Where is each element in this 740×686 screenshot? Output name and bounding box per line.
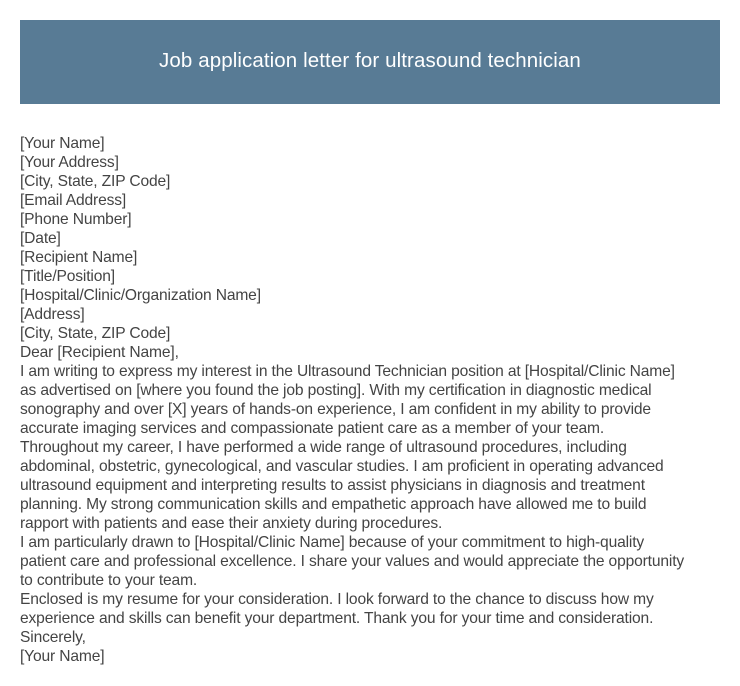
recipient-city-state-zip: [City, State, ZIP Code] [20, 325, 171, 342]
paragraph-line: Enclosed is my resume for your consideration. I look forward to the chance to discuss how my [20, 591, 654, 608]
paragraph-experience [20, 438, 725, 533]
sender-name: [Your Name] [20, 135, 105, 152]
page-title: Job application letter for ultrasound technician [159, 49, 581, 72]
paragraph-line: patient care and professional excellence. I share your values and would appreciate the opportunity [20, 553, 685, 570]
recipient-name: [Recipient Name] [20, 249, 138, 266]
letter-body [20, 134, 725, 666]
paragraph-line: sonography and over [X] years of hands-on experience, I am confident in my ability to provide [20, 401, 651, 418]
paragraph-line: as advertised on [where you found the job posting]. With my certification in diagnostic medical [20, 382, 652, 399]
closing: Sincerely, [20, 629, 86, 646]
paragraph-interest [20, 362, 725, 438]
paragraph-motivation [20, 533, 725, 590]
sender-phone: [Phone Number] [20, 211, 132, 228]
paragraph-closing [20, 590, 725, 628]
sender-email: [Email Address] [20, 192, 127, 209]
paragraph-line: abdominal, obstetric, gynecological, and vascular studies. I am proficient in operating advanced [20, 458, 664, 475]
sender-address: [Your Address] [20, 154, 119, 171]
page-header [20, 20, 720, 104]
letter-date: [Date] [20, 230, 61, 247]
paragraph-line: I am particularly drawn to [Hospital/Clinic Name] because of your commitment to high-quality [20, 534, 645, 551]
paragraph-line: to contribute to your team. [20, 572, 198, 589]
paragraph-line: Throughout my career, I have performed a wide range of ultrasound procedures, including [20, 439, 627, 456]
salutation: Dear [Recipient Name], [20, 344, 179, 361]
sender-city-state-zip: [City, State, ZIP Code] [20, 173, 171, 190]
paragraph-line: planning. My strong communication skills and empathetic approach have allowed me to build [20, 496, 647, 513]
paragraph-line: ultrasound equipment and interpreting results to assist physicians in diagnosis and treatment [20, 477, 645, 494]
recipient-title: [Title/Position] [20, 268, 115, 285]
paragraph-line: rapport with patients and ease their anxiety during procedures. [20, 515, 443, 532]
recipient-address: [Address] [20, 306, 85, 323]
recipient-organization: [Hospital/Clinic/Organization Name] [20, 287, 261, 304]
signature: [Your Name] [20, 648, 105, 665]
paragraph-line: accurate imaging services and compassionate patient care as a member of your team. [20, 420, 605, 437]
paragraph-line: I am writing to express my interest in the Ultrasound Technician position at [Hospital/Clinic Name] [20, 363, 675, 380]
paragraph-line: experience and skills can benefit your department. Thank you for your time and consideration. [20, 610, 654, 627]
